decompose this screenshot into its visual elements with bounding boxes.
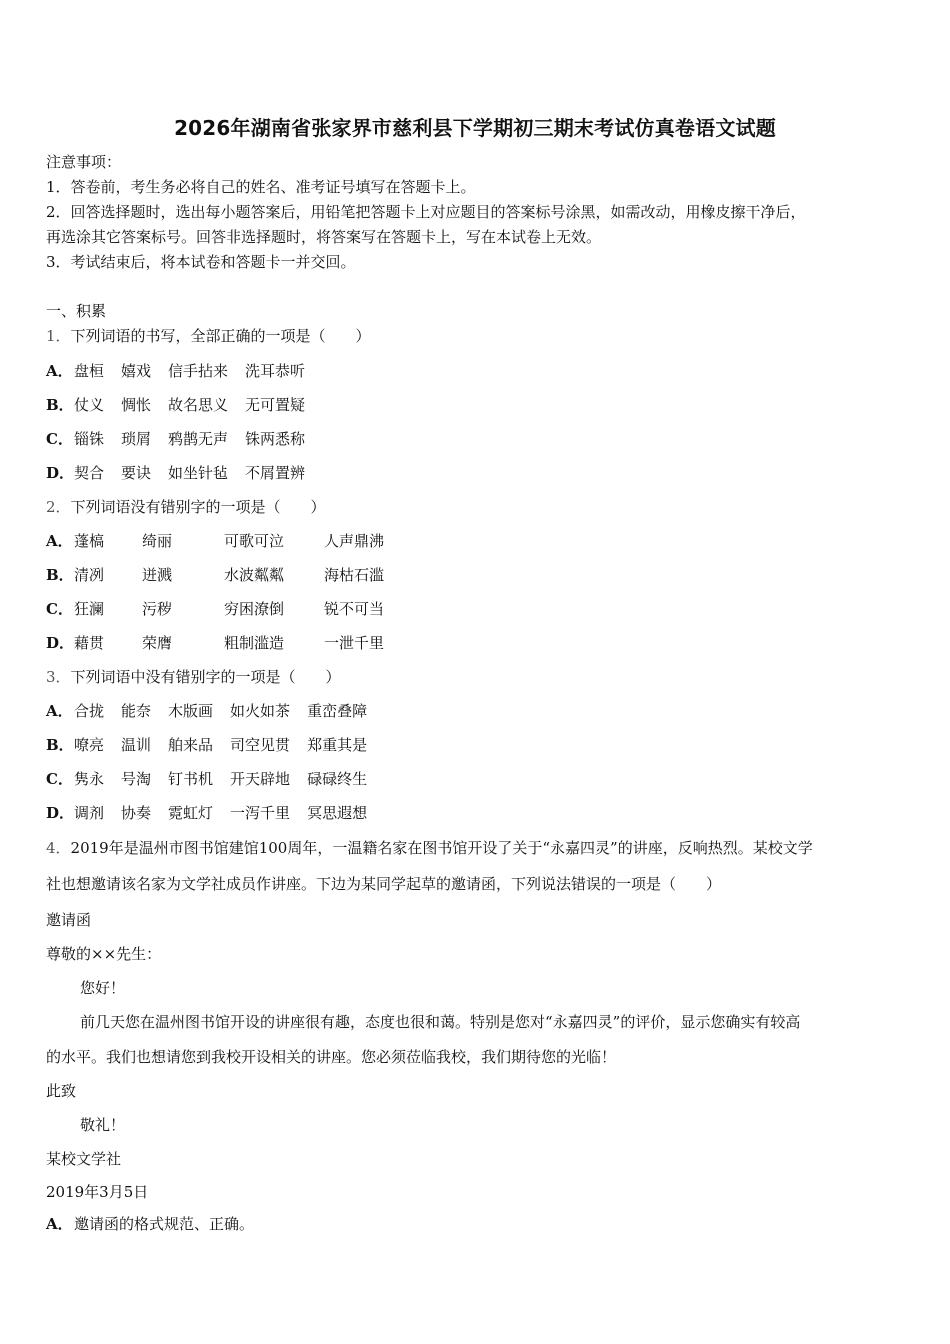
word: 锱铢: [74, 430, 105, 448]
q3-option-a: [46, 701, 384, 721]
word: 蓬槁: [74, 532, 105, 550]
letter-heading: 邀请函: [46, 911, 92, 929]
word: 盘桓: [74, 362, 105, 380]
q2-option-b: [46, 565, 404, 585]
question-number: 2．: [46, 498, 71, 516]
word: 穷困潦倒: [224, 600, 285, 618]
word: 如坐针毡: [168, 464, 229, 482]
option-label: A．: [46, 1215, 73, 1233]
q4-option-a: [46, 1214, 254, 1234]
option-label: A．: [46, 532, 73, 550]
q1-option-d: [46, 463, 322, 483]
notice-item: 再选涂其它答案标号。回答非选择题时，将答案写在答题卡上，写在本试卷上无效。: [46, 228, 602, 246]
word: 海枯石滥: [324, 566, 385, 584]
word: 不屑置辨: [245, 464, 306, 482]
option-label: D．: [46, 634, 75, 652]
word: 铢两悉称: [245, 430, 306, 448]
word: 钉书机: [168, 770, 214, 788]
word: 号淘: [121, 770, 152, 788]
option-label: D．: [46, 464, 75, 482]
word: 迸溅: [142, 566, 173, 584]
letter-sender: 某校文学社: [46, 1150, 122, 1168]
option-label: B．: [46, 736, 74, 754]
option-label: B．: [46, 396, 74, 414]
word: 合拢: [74, 702, 105, 720]
word: 司空见贯: [230, 736, 291, 754]
question-text: 下列词语中没有错别字的一项是（ ）: [70, 668, 341, 686]
word: 可歌可泣: [224, 532, 285, 550]
word: 仗义: [74, 396, 105, 414]
word: 碌碌终生: [307, 770, 368, 788]
letter-closing-salute: 敬礼！: [80, 1116, 126, 1134]
word: 要诀: [121, 464, 152, 482]
word: 舶来品: [168, 736, 214, 754]
word: 温训: [121, 736, 152, 754]
page-title: 2026年湖南省张家界市慈利县下学期初三期末考试仿真卷语文试题: [174, 116, 776, 140]
notice-item: 3．考试结束后，将本试卷和答题卡一并交回。: [46, 253, 356, 271]
word: 荣膺: [142, 634, 173, 652]
section-heading: 一、积累: [46, 302, 107, 320]
question-text: 2019年是温州市图书馆建馆100周年，一温籍名家在图书馆开设了关于“永嘉四灵”的讲座，反响热烈。某校文学: [70, 839, 813, 857]
word: 清冽: [74, 566, 105, 584]
word: 藉贯: [74, 634, 105, 652]
word: 洗耳恭听: [245, 362, 306, 380]
q2-option-c: [46, 599, 404, 619]
word: 狂澜: [74, 600, 105, 618]
word: 调剂: [74, 804, 105, 822]
q1-option-b: [46, 395, 322, 415]
option-label: A．: [46, 362, 73, 380]
word: 粗制滥造: [224, 634, 285, 652]
q2-option-a: [46, 531, 404, 551]
letter-salutation: 尊敬的××先生：: [46, 945, 162, 963]
q3-option-d: [46, 803, 384, 823]
word: 一泻千里: [230, 804, 291, 822]
question-number: 3．: [46, 668, 71, 686]
question-text: 下列词语没有错别字的一项是（ ）: [70, 498, 326, 516]
word: 嬉戏: [121, 362, 152, 380]
word: 水波粼粼: [224, 566, 285, 584]
word: 郑重其是: [307, 736, 368, 754]
word: 锐不可当: [324, 600, 385, 618]
word: 鸦鹊无声: [168, 430, 229, 448]
q2-option-d: [46, 633, 404, 653]
option-label: D．: [46, 804, 75, 822]
option-label: B．: [46, 566, 74, 584]
word: 一泄千里: [324, 634, 385, 652]
option-label: C．: [46, 770, 73, 788]
question-number: 1．: [46, 327, 71, 345]
letter-body: 前几天您在温州图书馆开设的讲座很有趣，态度也很和蔼。特别是您对“永嘉四灵”的评价，显示您确实有较高: [80, 1013, 801, 1031]
question-4-stem-cont: 社也想邀请该名家为文学社成员作讲座。下边为某同学起草的邀请函，下列说法错误的一项是（ ）: [46, 875, 722, 893]
notice-item: 2．回答选择题时，选出每小题答案后，用铅笔把答题卡上对应题目的答案标号涂黑，如需改动，用橡皮擦干净后，: [46, 203, 806, 221]
word: 霓虹灯: [168, 804, 214, 822]
question-4-stem: [46, 838, 813, 858]
word: 故名思义: [168, 396, 229, 414]
question-3-stem: [46, 667, 341, 687]
word: 污秽: [142, 600, 173, 618]
word: 无可置疑: [245, 396, 306, 414]
word: 信手拈来: [168, 362, 229, 380]
question-2-stem: [46, 497, 326, 517]
option-label: C．: [46, 600, 73, 618]
notice-item: 1．答卷前，考生务必将自己的姓名、准考证号填写在答题卡上。: [46, 178, 476, 196]
question-text: 下列词语的书写，全部正确的一项是（ ）: [70, 327, 371, 345]
option-label: C．: [46, 430, 73, 448]
word: 冥思遐想: [307, 804, 368, 822]
word: 嘹亮: [74, 736, 105, 754]
word: 琐屑: [121, 430, 152, 448]
word: 如火如茶: [230, 702, 291, 720]
word: 开天辟地: [230, 770, 291, 788]
word: 木版画: [168, 702, 214, 720]
word: 重峦叠障: [307, 702, 368, 720]
word: 惆怅: [121, 396, 152, 414]
q3-option-b: [46, 735, 384, 755]
q1-option-a: [46, 361, 322, 381]
question-number: 4．: [46, 839, 71, 857]
word: 隽永: [74, 770, 105, 788]
option-label: A．: [46, 702, 73, 720]
word: 能奈: [121, 702, 152, 720]
word: 人声鼎沸: [324, 532, 385, 550]
word: 协奏: [121, 804, 152, 822]
q1-option-c: [46, 429, 322, 449]
letter-date: 2019年3月5日: [46, 1183, 149, 1201]
option-text: 邀请函的格式规范、正确。: [74, 1215, 255, 1233]
word: 绮丽: [142, 532, 173, 550]
letter-body-cont: 的水平。我们也想请您到我校开设相关的讲座。您必须莅临我校，我们期待您的光临！: [46, 1048, 617, 1066]
question-1-stem: [46, 326, 371, 346]
word: 契合: [74, 464, 105, 482]
q3-option-c: [46, 769, 384, 789]
notice-heading: 注意事项：: [46, 153, 122, 171]
letter-closing: 此致: [46, 1082, 77, 1100]
letter-greeting: 您好！: [80, 979, 126, 997]
